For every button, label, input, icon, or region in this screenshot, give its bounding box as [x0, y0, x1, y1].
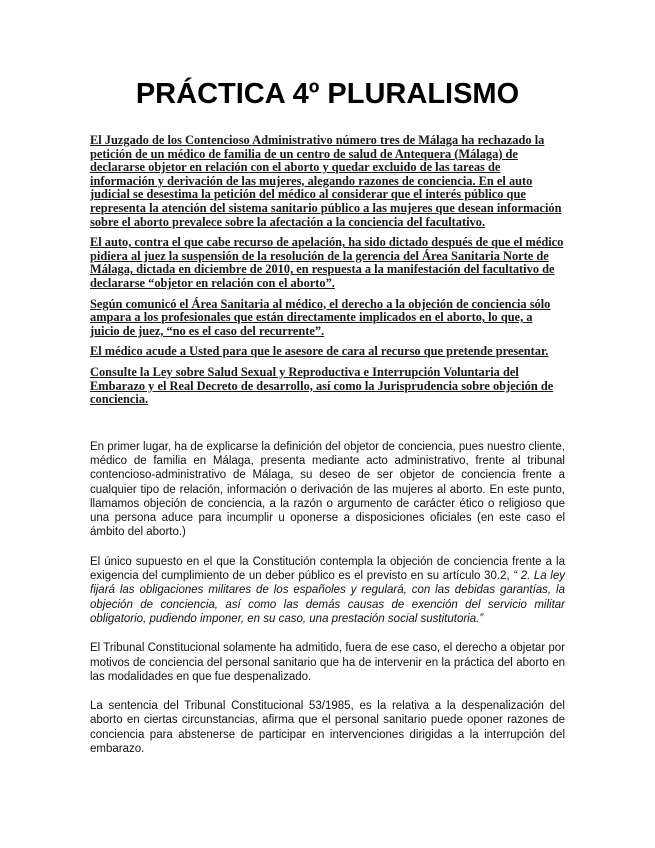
document-page	[90, 0, 565, 756]
exercise-paragraph-4: El médico acude a Usted para que le asesore de cara al recurso que pretende presentar.	[90, 344, 549, 359]
answer-paragraph-2	[90, 555, 565, 626]
answer-paragraph-1: En primer lugar, ha de explicarse la definición del objetor de conciencia, pues nuestro cliente, médico de familia en Málaga, presenta mediante acto administrativo, frente al tribunal contencioso-administrativo de Málaga, su deseo de ser objetor de conciencia frente a cualquier tipo de relación, información o derivación de las mujeres al aborto. En este punto, llamamos objeción de conciencia, a la razón o argumento de carácter ético o religioso que una persona aduce para incumplir u oponerse a disposiciones oficiales (en este caso el ámbito del aborto.)	[90, 440, 565, 539]
answer-paragraph-4: La sentencia del Tribunal Constitucional 53/1985, es la relativa a la despenalización del aborto en ciertas circunstancias, afirma que el personal sanitario puede oponer razones de conciencia para abstenerse de participar en intervenciones dirigidas a la interrupción del embarazo.	[90, 700, 565, 756]
exercise-paragraph-2: El auto, contra el que cabe recurso de apelación, ha sido dictado después de que el médico pidiera al juez la suspensión de la resolución de la gerencia del Área Sanitaria Norte de Málaga, dictada en diciembre de 2010, en respuesta a la manifestación del facultativo de declararse “objetor en relación con el aborto”.	[90, 235, 564, 290]
exercise-paragraph-5: Consulte la Ley sobre Salud Sexual y Reproductiva e Interrupción Voluntaria del Embarazo y el Real Decreto de desarrollo, así como la Jurisprudencia sobre objeción de conciencia.	[90, 364, 554, 407]
exercise-paragraph-3: Según comunicó el Área Sanitaria al médico, el derecho a la objeción de conciencia sólo ampara a los profesionales que están directamente implicados en el aborto, lo que, a juicio de juez, “no es el caso del recurrente”.	[90, 296, 551, 338]
constitution-quote: “ 2. La ley fijará las obligaciones militares de los españoles y regulará, con las debidas garantías, la objeción de conciencia, así como las demás causas de exención del servicio militar obligatorio, pudiendo imponer, en su caso, una prestación social sustitutoria.”	[90, 570, 565, 625]
page-title: PRÁCTICA 4º PLURALISMO	[135, 78, 520, 110]
answer-paragraph-3: El Tribunal Constitucional solamente ha admitido, fuera de ese caso, el derecho a objetar por motivos de conciencia del personal sanitario que ha de intervenir en la práctica del aborto en las modalidades en que fue despenalizado.	[90, 642, 565, 683]
exercise-paragraph-1: El Juzgado de los Contencioso Administrativo número tres de Málaga ha rechazado la petición de un médico de familia de un centro de salud de Antequera (Málaga) de declararse objetor en relación con el aborto y quedar excluido de las tareas de información y derivación de las mujeres, alegando razones de conciencia. En el auto judicial se desestima la petición del médico al considerar que el interés público que representa la atención del sistema sanitario público a las mujeres que desean información sobre el aborto prevalece sobre la afectación a la conciencia del facultativo.	[90, 133, 562, 229]
answer-paragraph-2-text: El único supuesto en el que la Constitución contempla la objeción de conciencia frente a la exigencia del cumplimiento de un deber público es el previsto en su artículo 30.2,	[90, 555, 565, 583]
